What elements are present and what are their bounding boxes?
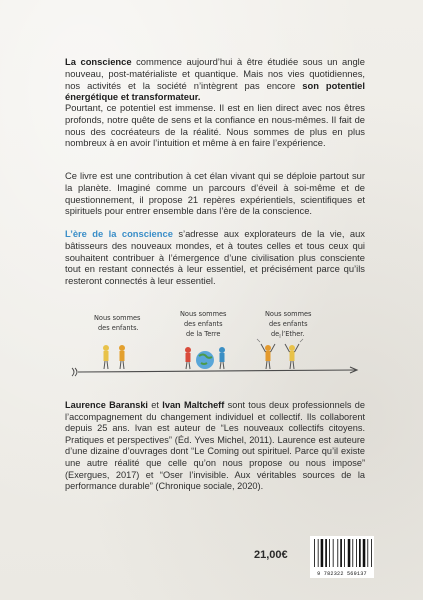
barcode-bar [352, 539, 353, 567]
barcode-bars [310, 536, 374, 570]
author-1-name: Laurence Baranski [65, 400, 148, 410]
intro-paragraph [65, 56, 365, 103]
intro-lead: La conscience [65, 56, 132, 67]
hand-drawn-illustration [60, 290, 365, 385]
caption-2-line-2: des enfants [184, 320, 223, 328]
barcode-bar [329, 539, 330, 567]
barcode-bar [371, 539, 372, 567]
ether-figures [257, 334, 303, 369]
barcode-bar [318, 539, 319, 567]
audience-paragraph [65, 228, 365, 287]
barcode-bar [356, 539, 357, 567]
intro-bold-end: son potentiel énergétique et transformateur. [65, 79, 365, 103]
caption-1-line-1: Nous sommes [94, 314, 141, 322]
caption-3-line-2: des enfants [269, 320, 308, 328]
author-2-name: Ivan Maltcheff [162, 400, 225, 410]
authors-bio-text: sont tous deux professionnels de l’accompagnement du changement individuel et collectif. Ils collaborent depuis 25 ans. Ivan est auteur de “Les nouveaux collectifs citoyens. Pratiques et perspectives” (Éd. Yves Michel, 2011). Laurence est auteure d’une dizaine d’ouvrages dont “Le Coming out spirituel. Parce qu’il existe une autre réalité que celle qu’on nous propose ou nous impose” (Exergues, 2017) et “Oser l’invisible. Aux véritables sources de la performance durable” (Chronique sociale, 2020). [65, 400, 365, 492]
caption-3-line-1: Nous sommes [265, 310, 312, 318]
contribution-paragraph: Ce livre est une contribution à cet élan vivant qui se déploie partout sur la planète. Imaginé comme un parcours d’éveil à soi-même et de questionnement, il propose 21 repères expérientiels, scientifiques et spirituels pour entrer ensemble dans l’ère de la conscience. [65, 170, 365, 217]
caption-2-line-3: de la Terre [186, 330, 221, 338]
isbn-barcode [310, 536, 374, 578]
book-title-inline: L’ère de la conscience [65, 228, 173, 239]
barcode-bar [325, 539, 327, 567]
intro-text: commence aujourd’hui à être étudiée sous un angle nouveau, post-matérialiste et quantique. Mais nos vies quotidiennes, nos activités et la société n’intègrent pas encore [65, 56, 365, 91]
audience-text: s’adresse aux explorateurs de la vie, aux bâtisseurs des nouveaux mondes, et à toutes celles et tous ceux qui souhaitent contribuer à l’émergence d’une civilisation plus consciente tout en restant connectés à leur essentiel, et précisément parce qu’ils resteront connectés à leur essentiel. [65, 228, 365, 287]
barcode-bar [321, 539, 324, 567]
potential-paragraph: Pourtant, ce potentiel est immense. Il est en lien direct avec nos êtres profonds, notre quête de sens et la confiance en nous-mêmes. Il fait de nous des cocréateurs de la réalité. Nous sommes de plus en plus nombreux à en avoir l’intuition et même à en faire l’expérience. [65, 102, 365, 149]
caption-1-line-2: des enfants. [98, 324, 139, 332]
caption-ether [265, 310, 312, 338]
barcode-bar [344, 539, 345, 567]
authors-bio [65, 400, 365, 493]
barcode-bar [333, 539, 334, 567]
earth-globe [196, 351, 214, 369]
barcode-bar [348, 539, 351, 567]
children-figures [103, 345, 125, 369]
authors-conjunction: et [147, 400, 163, 410]
barcode-bar [314, 539, 315, 567]
barcode-bar [340, 539, 342, 567]
caption-3-line-3: de l’Ether. [271, 330, 305, 338]
price-label: 21,00€ [254, 549, 288, 561]
barcode-bar [363, 539, 366, 567]
barcode-bar [337, 539, 338, 567]
caption-2-line-1: Nous sommes [180, 310, 227, 318]
barcode-bar [367, 539, 368, 567]
earth-figures [185, 347, 225, 369]
caption-earth [180, 310, 227, 338]
barcode-bar [359, 539, 361, 567]
timeline-arrow [72, 367, 357, 376]
isbn-number: 9 782322 569137 [317, 571, 367, 577]
caption-children [94, 314, 141, 332]
